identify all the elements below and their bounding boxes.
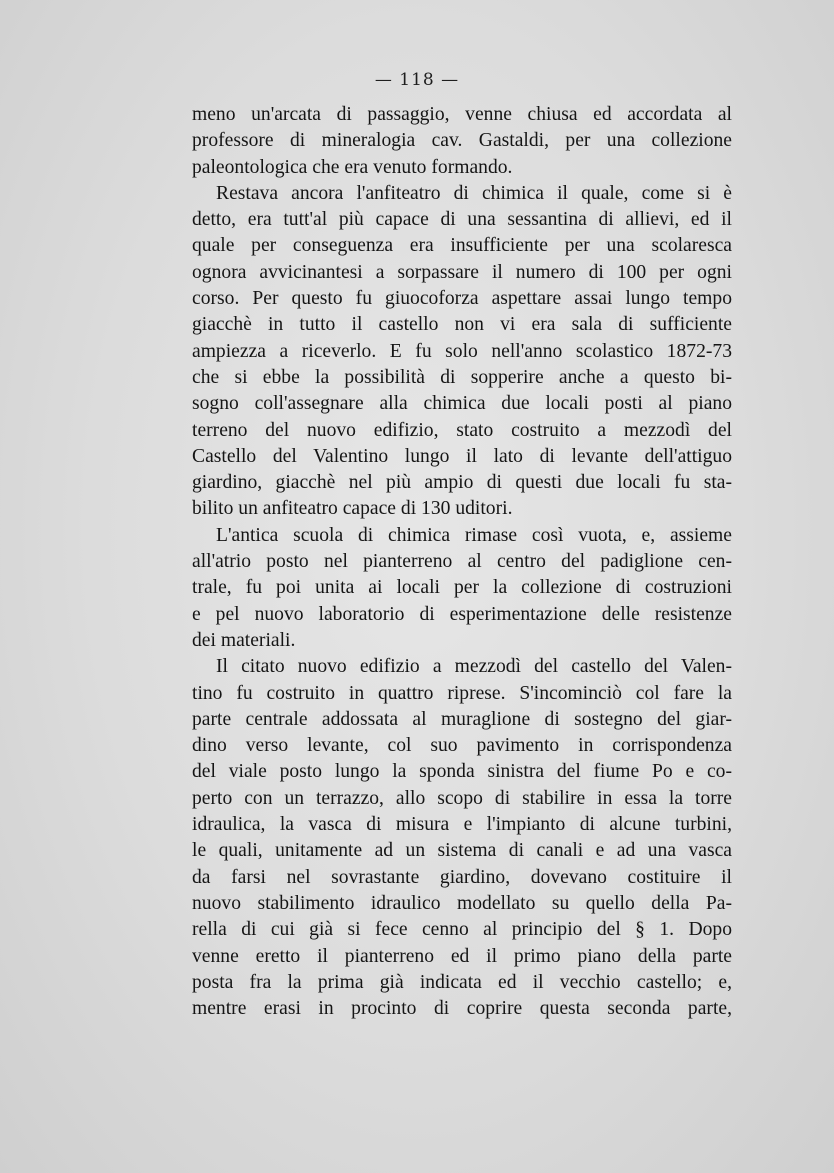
text-line: e pel nuovo laboratorio di esperimentazione delle resistenze xyxy=(192,603,732,625)
text-line: Castello del Valentino lungo il lato di levante dell'attiguo xyxy=(192,445,732,467)
text-line: L'antica scuola di chimica rimase così vuota, e, assieme xyxy=(216,524,732,546)
text-line: venne eretto il pianterreno ed il primo piano della parte xyxy=(192,945,732,967)
text-line: parte centrale addossata al muraglione di sostegno del giar- xyxy=(192,708,732,730)
text-line: posta fra la prima già indicata ed il vecchio castello; e, xyxy=(192,971,732,993)
text-line: detto, era tutt'al più capace di una sessantina di allievi, ed il xyxy=(192,209,732,231)
text-line: nuovo stabilimento idraulico modellato su quello della Pa- xyxy=(192,892,732,914)
text-line: del viale posto lungo la sponda sinistra del fiume Po e co- xyxy=(192,761,732,783)
text-line: bilito un anfiteatro capace di 130 uditori. xyxy=(192,498,513,520)
text-line: meno un'arcata di passaggio, venne chiusa ed accordata al xyxy=(192,104,732,125)
text-line: terreno del nuovo edifizio, stato costruito a mezzodì del xyxy=(192,419,732,441)
text-line: trale, fu poi unita ai locali per la collezione di costruzioni xyxy=(192,577,732,599)
text-line: Il citato nuovo edifizio a mezzodì del castello del Valen- xyxy=(216,656,732,678)
text-line: da farsi nel sovrastante giardino, dovevano costituire il xyxy=(192,866,732,888)
page-number: — 118 — xyxy=(374,70,460,90)
text-line: ognora avvicinantesi a sorpassare il numero di 100 per ogni xyxy=(192,261,732,283)
text-line: dei materiali. xyxy=(192,629,296,651)
text-line: le quali, unitamente ad un sistema di canali e ad una vasca xyxy=(192,840,732,862)
text-line: professore di mineralogia cav. Gastaldi, per una collezione xyxy=(192,130,732,152)
text-line: dino verso levante, col suo pavimento in corrispondenza xyxy=(192,735,732,757)
text-line: tino fu costruito in quattro riprese. S'incominciò col fare la xyxy=(192,682,732,704)
text-line: quale per conseguenza era insufficiente per una scolaresca xyxy=(192,235,732,257)
text-line: all'atrio posto nel pianterreno al centro del padiglione cen- xyxy=(192,551,732,573)
text-line: idraulica, la vasca di misura e l'impianto di alcune turbini, xyxy=(192,814,732,836)
text-line: corso. Per questo fu giuocoforza aspettare assai lungo tempo xyxy=(192,288,732,310)
text-line: ampiezza a riceverlo. E fu solo nell'anno scolastico 1872-73 xyxy=(192,340,732,362)
text-line: giacchè in tutto il castello non vi era sala di sufficiente xyxy=(192,314,732,336)
body-text xyxy=(192,102,732,1022)
text-line: Restava ancora l'anfiteatro di chimica il quale, come si è xyxy=(216,182,732,204)
text-line: paleontologica che era venuto formando. xyxy=(192,156,513,178)
text-line: giardino, giacchè nel più ampio di questi due locali fu sta- xyxy=(192,472,732,494)
text-line: perto con un terrazzo, allo scopo di stabilire in essa la torre xyxy=(192,787,732,809)
text-line: che si ebbe la possibilità di sopperire anche a questo bi- xyxy=(192,366,732,388)
text-line: mentre erasi in procinto di coprire questa seconda parte, xyxy=(192,998,732,1020)
text-line: rella di cui già si fece cenno al principio del § 1. Dopo xyxy=(192,919,732,941)
text-line: sogno coll'assegnare alla chimica due locali posti al piano xyxy=(192,393,732,415)
